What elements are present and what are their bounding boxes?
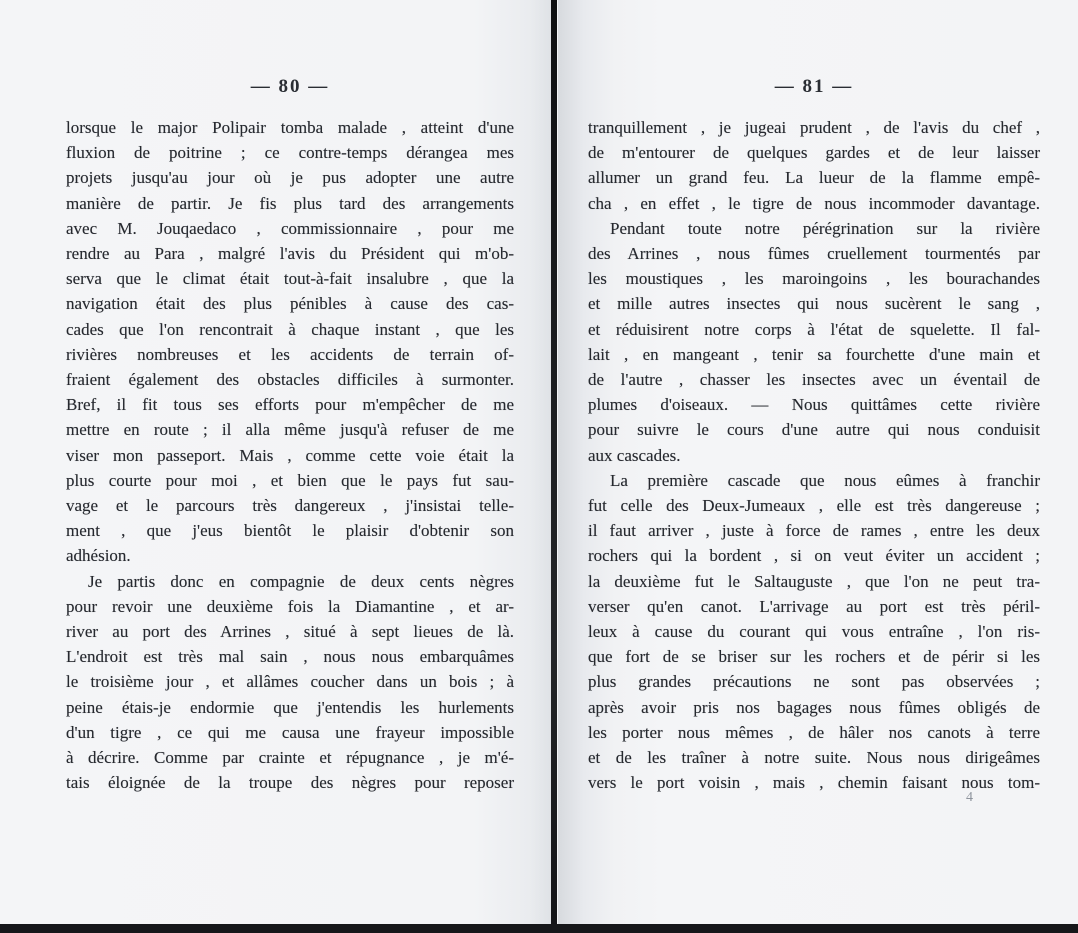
text-line: fraient également des obstacles difficiles à surmonter. xyxy=(66,370,514,390)
text-line: lorsque le major Polipair tomba malade , atteint d'une xyxy=(66,118,514,137)
text-line: les moustiques , les maroingoins , les bourachandes xyxy=(588,269,1040,289)
left-page-text xyxy=(66,115,514,795)
text-line: pour suivre le cours d'une autre qui nous conduisit xyxy=(588,420,1040,440)
text-line: la deuxième fut le Saltauguste , que l'on ne peut tra- xyxy=(588,571,1040,591)
text-line: tais éloignée de la troupe des nègres pour reposer xyxy=(66,773,514,793)
text-line: vage et le parcours très dangereux , j'insistai telle- xyxy=(66,496,514,516)
text-line: fut celle des Deux-Jumeaux , elle est très dangereuse ; xyxy=(588,496,1040,516)
text-line: et réduisirent notre corps à l'état de squelette. Il fal- xyxy=(588,319,1040,339)
text-line: Bref, il fit tous ses efforts pour m'empêcher de me xyxy=(66,395,514,415)
right-page xyxy=(558,0,1078,933)
text-line: adhésion. xyxy=(66,546,131,566)
text-line: les porter nous mêmes , de hâler nos canots à terre xyxy=(588,722,1040,742)
right-page-text xyxy=(588,115,1040,795)
text-line: après avoir pris nos bagages nous fûmes obligés de xyxy=(588,697,1040,717)
left-page-header: — 80 — xyxy=(250,76,330,97)
text-line: de l'autre , chasser les insectes avec un éventail de xyxy=(588,370,1040,390)
text-line: plus grandes précautions ne sont pas observées ; xyxy=(588,672,1040,692)
text-line: manière de partir. Je fis plus tard des arrangements xyxy=(66,193,514,213)
text-line: cha , en effet , le tigre de nous incommoder davantage. xyxy=(588,193,1040,213)
text-line: viser mon passeport. Mais , comme cette voie était la xyxy=(66,445,514,465)
text-line: avec M. Jouqaedaco , commissionnaire , pour me xyxy=(66,218,514,238)
text-line: fluxion de poitrine ; ce contre-temps dérangea mes xyxy=(66,143,514,163)
text-line: navigation était des plus pénibles à cause des cas- xyxy=(66,294,514,314)
text-line: L'endroit est très mal sain , nous nous embarquâmes xyxy=(66,647,514,667)
text-line: peine étais-je endormie que j'entendis les hurlements xyxy=(66,697,514,717)
scan-bottom-bar xyxy=(0,924,1078,933)
text-line: et de les traîner à notre suite. Nous nous dirigeâmes xyxy=(588,748,1040,768)
text-line: plumes d'oiseaux. — Nous quittâmes cette rivière xyxy=(588,395,1040,415)
text-line: mettre en route ; il alla même jusqu'à refuser de me xyxy=(66,420,514,440)
text-line: lait , en mangeant , tenir sa fourchette d'une main et xyxy=(588,344,1040,364)
text-line: aux cascades. xyxy=(588,445,681,465)
text-line: leux à cause du courant qui vous entraîne , l'on ris- xyxy=(588,622,1040,642)
text-line: Je partis donc en compagnie de deux cents nègres xyxy=(88,571,514,591)
text-line: d'un tigre , ce qui me causa une frayeur impossible xyxy=(66,722,514,742)
text-line: vers le port voisin , mais , chemin faisant nous tom- xyxy=(588,773,1040,793)
text-line: rivières nombreuses et les accidents de terrain of- xyxy=(66,344,514,364)
text-line: tranquillement , je jugeai prudent , de l'avis du chef , xyxy=(588,118,1040,137)
text-line: pour revoir une deuxième fois la Diamantine , et ar- xyxy=(66,596,514,616)
book-gutter-line xyxy=(551,0,557,933)
text-line: projets jusqu'au jour où je pus adopter une autre xyxy=(66,168,514,188)
text-line: à décrire. Comme par crainte et répugnance , je m'é- xyxy=(66,748,514,768)
text-line: ment , que j'eus bientôt le plaisir d'obtenir son xyxy=(66,521,514,541)
text-line: et mille autres insectes qui nous sucèrent le sang , xyxy=(588,294,1040,314)
text-line: Pendant toute notre pérégrination sur la rivière xyxy=(610,218,1040,238)
text-line: cades que l'on rencontrait à chaque instant , que les xyxy=(66,319,514,339)
signature-mark: 4 xyxy=(966,790,973,805)
text-line: rochers qui la bordent , si on veut éviter un accident ; xyxy=(588,546,1040,566)
text-line: rendre au Para , malgré l'avis du Président qui m'ob- xyxy=(66,244,514,264)
text-line: river au port des Arrines , situé à sept lieues de là. xyxy=(66,622,514,642)
text-line: de m'entourer de quelques gardes et de leur laisser xyxy=(588,143,1040,163)
text-line: serva que le climat était tout-à-fait insalubre , que la xyxy=(66,269,514,289)
text-line: allumer un grand feu. La lueur de la flamme empê- xyxy=(588,168,1040,188)
text-line: plus courte pour moi , et bien que le pays fut sau- xyxy=(66,470,514,490)
text-line: verser qu'en canot. L'arrivage au port est très péril- xyxy=(588,596,1040,616)
text-line: La première cascade que nous eûmes à franchir xyxy=(610,470,1040,490)
right-page-header: — 81 — xyxy=(774,76,854,97)
text-line: il faut arriver , juste à force de rames , entre les deux xyxy=(588,521,1040,541)
text-line: que fort de se briser sur les rochers et de périr si les xyxy=(588,647,1040,667)
text-line: des Arrines , nous fûmes cruellement tourmentés par xyxy=(588,244,1040,264)
text-line: le troisième jour , et allâmes coucher dans un bois ; à xyxy=(66,672,514,692)
